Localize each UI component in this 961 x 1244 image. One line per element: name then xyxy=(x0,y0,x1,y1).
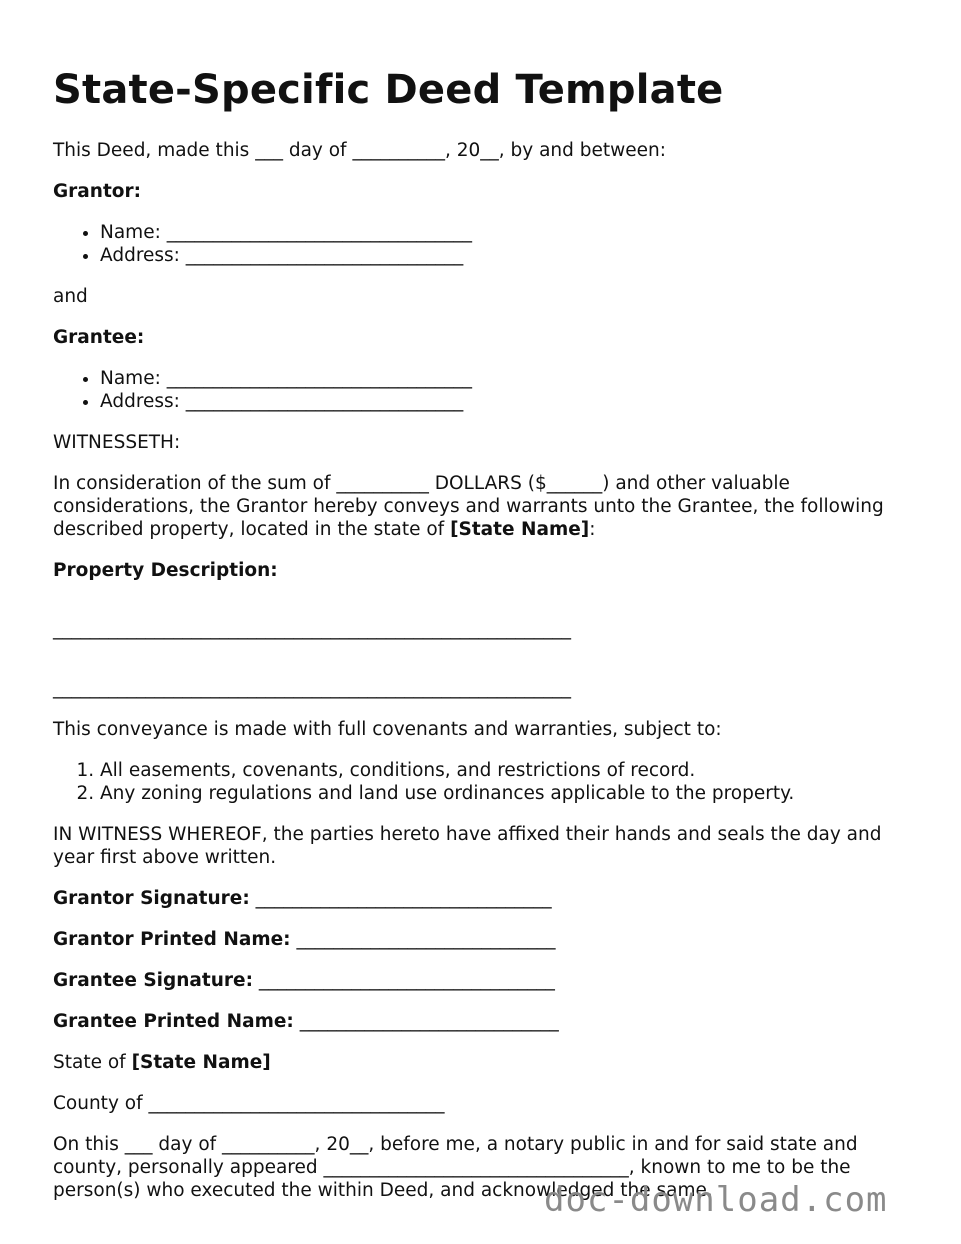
condition-item: 1. All easements, covenants, conditions, and restrictions of record. xyxy=(100,759,913,782)
signature-label: Grantee Printed Name: xyxy=(53,1011,294,1032)
signature-label: Grantor Signature: xyxy=(53,888,250,909)
grantee-address-field: • Address: ______________________________ xyxy=(100,390,913,413)
grantor-printed-name-row xyxy=(53,928,913,951)
grantee-list xyxy=(53,367,913,413)
intro-text: This Deed, made this ___ day of __________, 20__, by and between: xyxy=(53,140,667,161)
conditions-list xyxy=(53,759,913,805)
state-name-placeholder: [State Name] xyxy=(450,519,590,540)
signature-line: ____________________________ xyxy=(299,1011,559,1032)
signature-label: Grantor Printed Name: xyxy=(53,929,291,950)
spacer xyxy=(53,659,913,677)
page-title: State-Specific Deed Template xyxy=(53,67,724,113)
signature-line: ____________________________ xyxy=(296,929,556,950)
property-line: ________________________________________________________ xyxy=(53,678,571,699)
grantor-list xyxy=(53,221,913,267)
grantee-signature-row xyxy=(53,969,913,992)
signature-line: ________________________________ xyxy=(255,888,552,909)
property-description-heading: Property Description: xyxy=(53,560,278,581)
signature-label: Grantee Signature: xyxy=(53,970,253,991)
state-of-row xyxy=(53,1051,913,1074)
consideration-suffix: : xyxy=(589,519,596,540)
signature-line: ________________________________ xyxy=(258,970,555,991)
deed-document xyxy=(53,62,913,1220)
notary-paragraph: On this ___ day of __________, 20__, before me, a notary public in and for said state and county, personally appeared _________________________________, known to me to be the person(s) who executed the within Deed, and acknowledged the same. xyxy=(53,1134,858,1201)
witness-whereof-text: IN WITNESS WHEREOF, the parties hereto have affixed their hands and seals the day and year first above written. xyxy=(53,824,882,868)
grantee-printed-name-row xyxy=(53,1010,913,1033)
spacer xyxy=(53,600,913,618)
watermark: doc-download.com xyxy=(544,1180,888,1220)
and-text: and xyxy=(53,286,88,307)
grantor-signature-row xyxy=(53,887,913,910)
grantor-address-field: • Address: ______________________________ xyxy=(100,244,913,267)
witnesseth-text: WITNESSETH: xyxy=(53,432,181,453)
state-of-prefix: State of xyxy=(53,1052,132,1073)
grantor-heading: Grantor: xyxy=(53,181,142,202)
consideration-paragraph xyxy=(53,472,913,541)
state-of-value: [State Name] xyxy=(131,1052,271,1073)
condition-item: 2. Any zoning regulations and land use ordinances applicable to the property. xyxy=(100,782,913,805)
grantee-name-field: • Name: _________________________________ xyxy=(100,367,913,390)
grantor-name-field: • Name: _________________________________ xyxy=(100,221,913,244)
grantee-heading: Grantee: xyxy=(53,327,145,348)
property-line: ________________________________________________________ xyxy=(53,619,571,640)
county-of-row: County of ________________________________ xyxy=(53,1093,445,1114)
consideration-text: In consideration of the sum of __________ DOLLARS ($______) and other valuable considerations, the Grantor hereby conveys and warrants unto the Grantee, the following described property, located in the state of xyxy=(53,473,884,540)
conveyance-text: This conveyance is made with full covenants and warranties, subject to: xyxy=(53,719,722,740)
